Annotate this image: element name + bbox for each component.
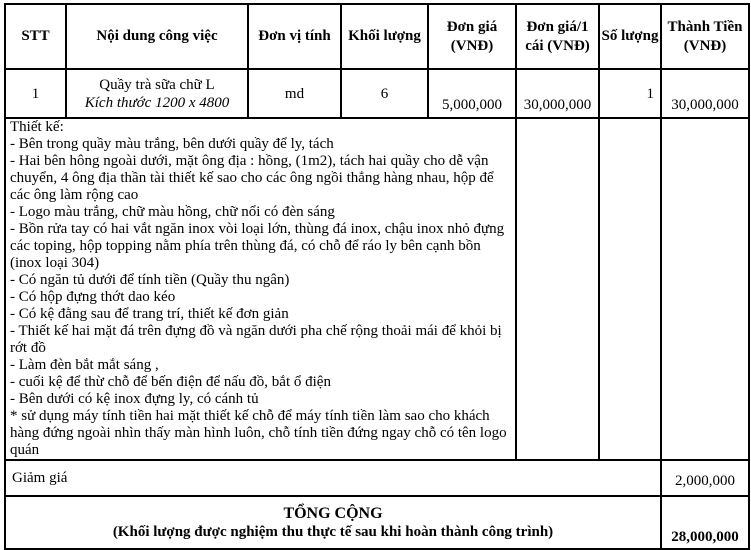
grand-total-value: 28,000,000 [661, 496, 749, 549]
item-price-per-piece: 30,000,000 [516, 69, 599, 118]
grand-total-subtitle: (Khối lượng được nghiệm thu thực tế sau khi hoàn thành công trình) [112, 523, 554, 540]
item-name-cell [66, 69, 248, 118]
header-unit: Đơn vị tính [248, 4, 341, 69]
header-row [5, 4, 749, 69]
grand-total-row [5, 496, 749, 549]
discount-value: 2,000,000 [661, 460, 749, 496]
header-amount: Thành Tiền (VNĐ) [661, 4, 749, 69]
header-unit-price: Đơn giá (VNĐ) [428, 4, 516, 69]
spec-empty-amount [661, 118, 749, 460]
grand-total-label-cell [5, 496, 661, 549]
spec-line: - cuối kệ để thừ chỗ để bến điện để nấu đồ, bắt ổ điện [10, 374, 331, 390]
item-quantity: 1 [599, 69, 661, 118]
item-unit-price: 5,000,000 [428, 69, 516, 118]
spec-description-cell [5, 118, 516, 460]
item-size: Kích thước 1200 x 4800 [84, 94, 230, 111]
spec-line: - Hai bên hông ngoài dưới, mặt ông địa : hồng, (1m2), tách hai quầy cho dễ vận chuyển, 4 ông địa thần tài thiết kế sao cho các ông ngồi thẳng hàng nhau, hộp để các ông làm rộng cao [10, 153, 494, 203]
quotation-table [4, 3, 750, 550]
item-unit: md [248, 69, 341, 118]
spec-row [5, 118, 749, 460]
spec-line: - Bên dưới có kệ inox đựng ly, có cánh tủ [10, 391, 259, 407]
item-amount: 30,000,000 [661, 69, 749, 118]
item-name: Quầy trà sữa chữ L [99, 76, 215, 93]
header-price-per-piece: Đơn giá/1 cái (VNĐ) [516, 4, 599, 69]
spec-line: - Bên trong quầy màu trắng, bên dưới quầy để ly, tách [10, 136, 334, 152]
spec-line: - Làm đèn bắt mắt sáng , [10, 357, 159, 373]
item-row [5, 69, 749, 118]
discount-row [5, 460, 749, 496]
spec-line: * sử dụng máy tính tiền hai mặt thiết kế chỗ để máy tính tiền làm sao cho khách hàng đứng ngoài nhìn thấy màn hình luôn, chỗ tính tiền đứng ngay chỗ có tên logo quán [10, 408, 507, 458]
spec-line: - Thiết kế hai mặt đá trên đựng đồ và ngăn dưới pha chế rộng thoải mái để khỏi bị rớt đồ [10, 323, 502, 356]
spec-line: - Logo màu trắng, chữ màu hồng, chữ nổi có đèn sáng [10, 204, 335, 220]
header-quantity: Số lượng [599, 4, 661, 69]
item-volume: 6 [341, 69, 428, 118]
discount-label: Giảm giá [5, 460, 661, 496]
spec-line: - Bồn rửa tay có hai vắt ngăn inox vòi loại lớn, thùng đá inox, chậu inox nhỏ đựng các toping, hộp topping nằm phía trên thùng đá, có chỗ để ráo ly bên cạnh bồn (inox loại 304) [10, 221, 505, 271]
spec-line: - Có ngăn tủ dưới để tính tiền (Quầy thu ngân) [10, 272, 290, 288]
spec-empty-price-per-piece [516, 118, 599, 460]
spec-line: Thiết kế: [10, 119, 64, 135]
spec-empty-quantity [599, 118, 661, 460]
grand-total-title: TỔNG CỘNG [283, 504, 383, 522]
spec-line: - Có kệ đằng sau để trang trí, thiết kế đơn giản [10, 306, 289, 322]
header-volume: Khối lượng [341, 4, 428, 69]
item-stt: 1 [5, 69, 66, 118]
spec-line: - Có hộp đựng thớt dao kéo [10, 289, 176, 305]
header-work-description: Nội dung công việc [66, 4, 248, 69]
header-stt: STT [5, 4, 66, 69]
